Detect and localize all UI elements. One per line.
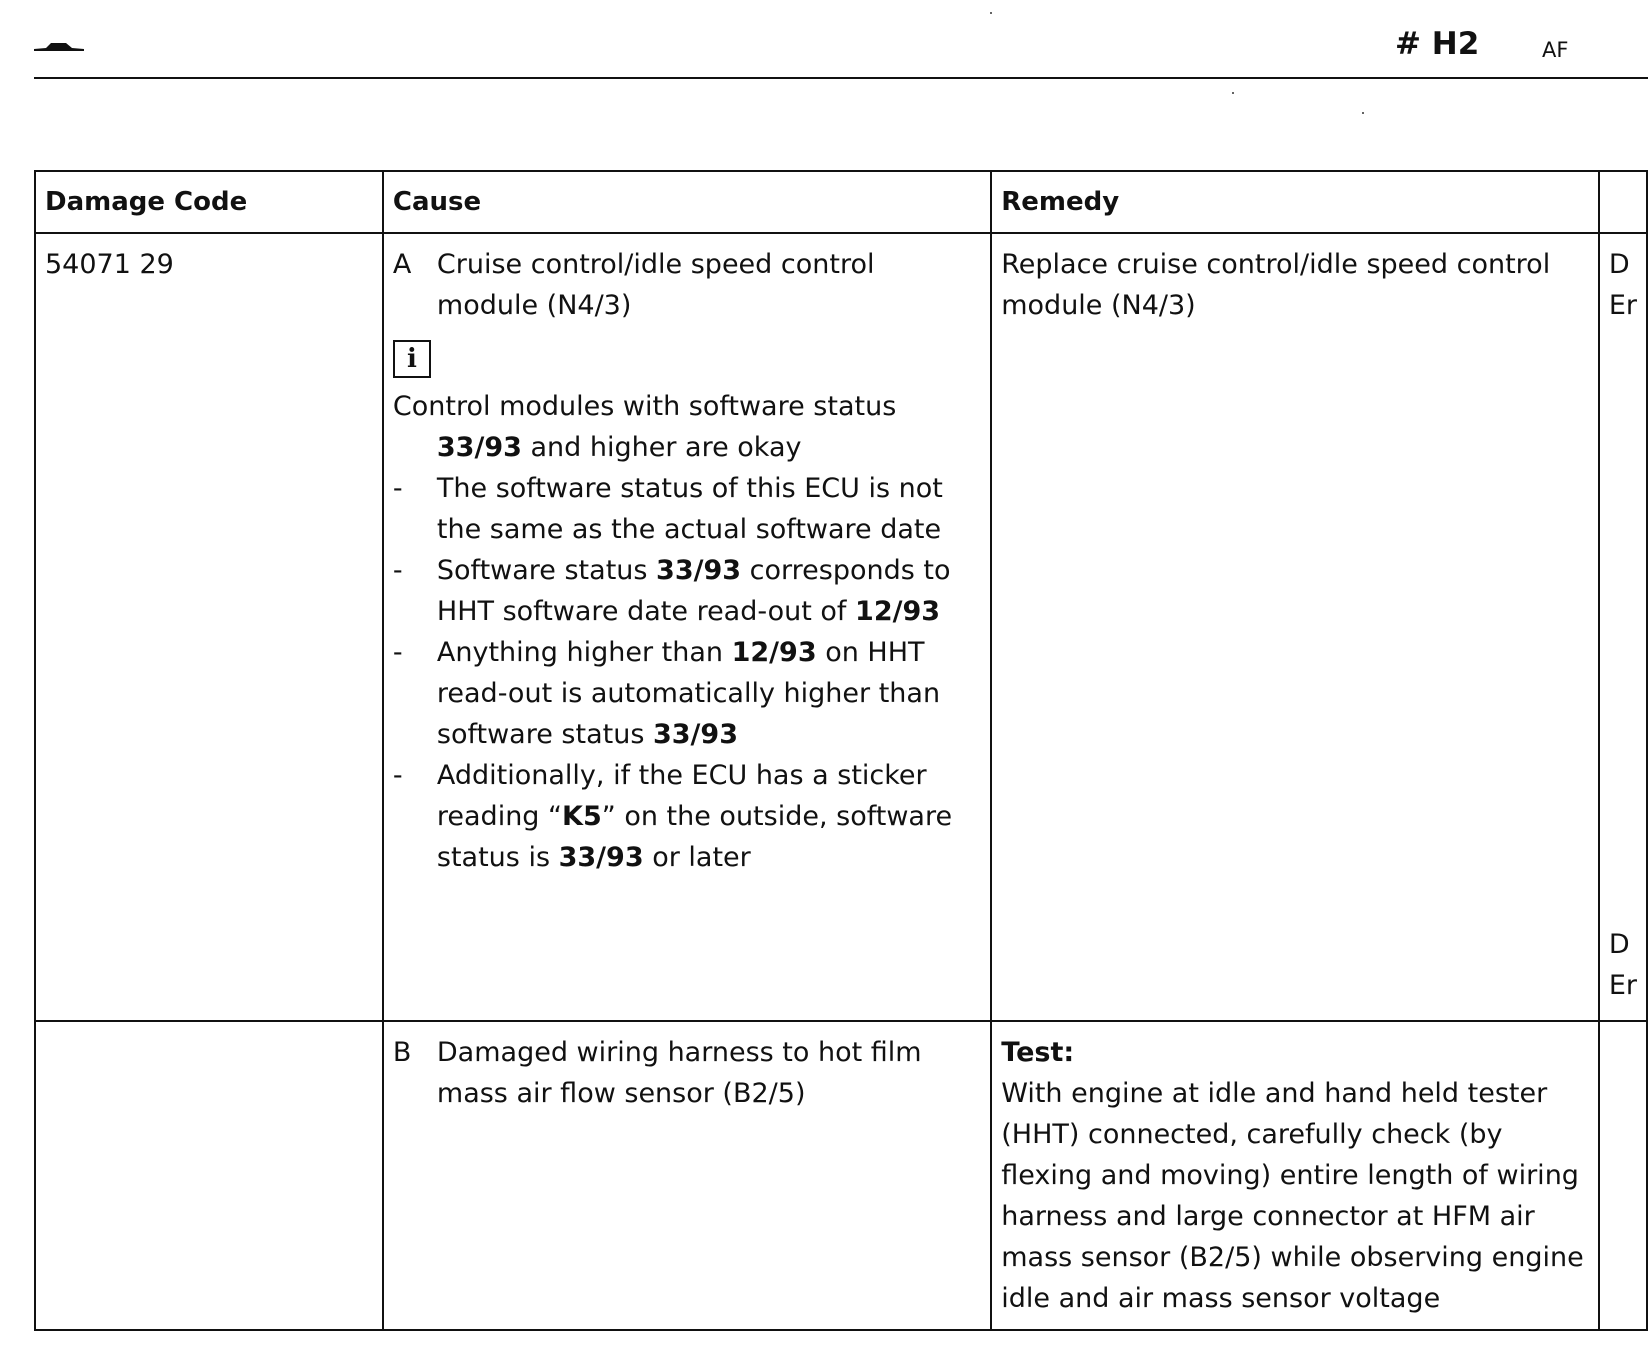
table-row (35, 1021, 1647, 1330)
scan-speck (1232, 92, 1234, 94)
cause-item (393, 244, 981, 326)
extra-cell (1599, 1021, 1647, 1330)
info-bullet (393, 755, 981, 878)
bullet-dash: - (392, 555, 403, 586)
info-intro-bold: 33/93 (436, 432, 522, 463)
header-cause: Cause (383, 171, 991, 233)
bullet-text-bold: 33/93 (558, 842, 644, 873)
cause-text: Damaged wiring harness to hot film mass air flow sensor (B2/5) (436, 1037, 922, 1109)
bullet-dash: - (392, 760, 403, 791)
bullet-text: ” on the outside, software status is (436, 801, 953, 873)
table-row (35, 233, 1647, 1021)
page-section-code: # H2 (1395, 26, 1480, 62)
car-icon (34, 40, 84, 54)
bullet-text: Software status (436, 555, 657, 586)
remedy-cell (991, 1021, 1599, 1330)
info-icon: i (393, 340, 431, 378)
damage-code-cell (35, 1021, 383, 1330)
table-header-row (35, 171, 1647, 233)
remedy-heading: Test: (1001, 1037, 1075, 1068)
diagnostic-table (34, 170, 1648, 1331)
extra-cell (1599, 233, 1647, 1021)
cause-text: Cruise control/idle speed control module (N4/3) (436, 249, 875, 321)
bullet-text-bold: K5 (562, 801, 602, 832)
bullet-text-bold: 12/93 (731, 637, 817, 668)
remedy-cell: Replace cruise control/idle speed control module (N4/3) (991, 233, 1599, 1021)
bullet-text: Anything higher than (436, 637, 732, 668)
header-divider (34, 77, 1648, 79)
bullet-dash: - (392, 637, 403, 668)
cause-cell (383, 233, 991, 1021)
scan-speck (1362, 112, 1364, 114)
extra-text: Er (1608, 970, 1637, 1001)
damage-code-cell: 54071 29 (35, 233, 383, 1021)
cause-letter: B (392, 1037, 412, 1068)
info-bullet (393, 632, 981, 755)
header-remedy: Remedy (991, 171, 1599, 233)
bullet-text: on HHT read-out is automatically higher than software status (436, 637, 941, 750)
cause-item (393, 1032, 981, 1114)
info-bullet (393, 468, 981, 550)
info-note (393, 386, 981, 468)
bullet-text-bold: 33/93 (652, 719, 738, 750)
cause-cell (383, 1021, 991, 1330)
bullet-dash: - (392, 473, 403, 504)
bullet-text-bold: 33/93 (656, 555, 742, 586)
scan-speck (990, 12, 992, 14)
extra-text: Er (1608, 290, 1637, 321)
info-intro-tail: and higher are okay (530, 432, 802, 463)
extra-text: D (1608, 249, 1630, 280)
info-intro: Control modules with software status (392, 391, 897, 422)
page-section-suffix: AF (1542, 38, 1569, 62)
bullet-text-bold: 12/93 (855, 596, 941, 627)
bullet-text: or later (643, 842, 751, 873)
info-bullet-list (393, 468, 981, 878)
extra-text: D (1608, 929, 1630, 960)
header-extra (1599, 171, 1647, 233)
remedy-text: With engine at idle and hand held tester (HHT) connected, carefully check (by flexing and moving) entire length of wiring harness and large connector at HFM air mass sensor (B2/5) while observing engine idle and air mass sensor voltage (1001, 1078, 1584, 1314)
cause-letter: A (392, 249, 412, 280)
header-damage-code: Damage Code (35, 171, 383, 233)
bullet-text: Additionally, if the ECU has a sticker reading “ (436, 760, 927, 832)
bullet-text: The software status of this ECU is not the same as the actual software date (436, 473, 943, 545)
bullet-text: corresponds to HHT software date read-out of (436, 555, 951, 627)
info-bullet (393, 550, 981, 632)
